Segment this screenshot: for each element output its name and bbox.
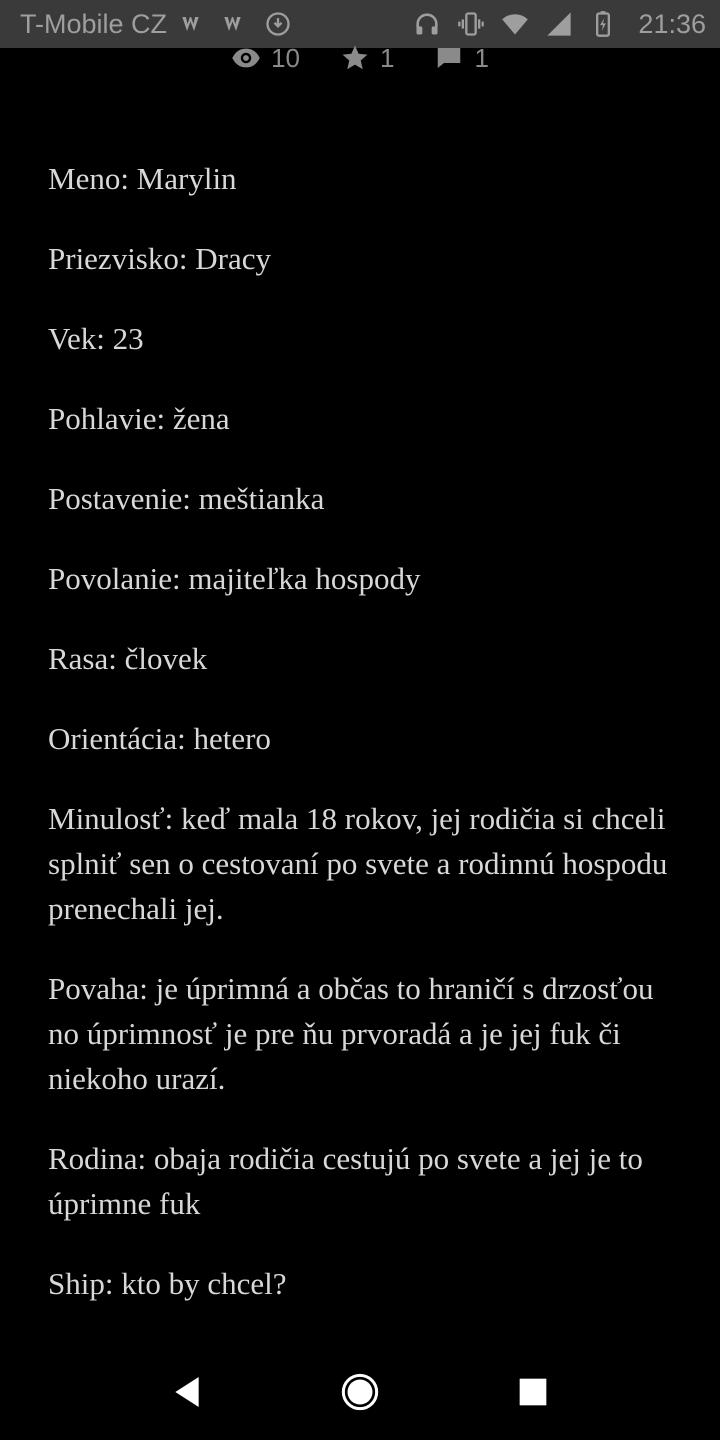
paragraph-race: Rasa: človek (48, 641, 208, 676)
paragraph-occupation: Povolanie: majiteľka hospody (48, 561, 421, 596)
paragraph-personality: Povaha: je úprimná a občas to hraničí s drzosťou no úprimnosť je pre ňu prvoradá a je jej fuk či niekoho urazí. (48, 971, 654, 1096)
sync-icon (263, 9, 293, 39)
stars-stat (340, 43, 394, 74)
eye-icon (231, 43, 261, 73)
battery-icon (588, 9, 618, 39)
comments-stat (434, 43, 488, 74)
paragraph-name: Meno: Marylin (48, 161, 237, 196)
home-button[interactable] (330, 1362, 390, 1422)
paragraph-status: Postavenie: meštianka (48, 481, 325, 516)
recents-square-icon (513, 1372, 553, 1412)
clock: 21:36 (638, 8, 706, 39)
paragraph-ship: Ship: kto by chcel? (48, 1266, 287, 1301)
w-app-icon (179, 9, 209, 39)
vibrate-icon (456, 9, 486, 39)
story-content (48, 156, 668, 1341)
paragraph-past: Minulosť: keď mala 18 rokov, jej rodičia si chceli splniť sen o cestovaní po svete a rodinnú hospodu prenechali jej. (48, 801, 668, 926)
paragraph-age: Vek: 23 (48, 321, 144, 356)
comments-count: 1 (474, 42, 489, 73)
signal-icon (544, 9, 574, 39)
paragraph-orientation: Orientácia: hetero (48, 721, 271, 756)
navigation-bar (0, 1344, 720, 1440)
stars-count: 1 (379, 42, 395, 73)
paragraph-surname: Priezvisko: Dracy (48, 241, 271, 276)
wifi-icon (500, 9, 530, 39)
headphones-icon (412, 9, 442, 39)
recents-button[interactable] (503, 1362, 563, 1422)
story-stats (0, 40, 720, 76)
home-circle-icon (340, 1372, 380, 1412)
w-app-icon-2 (221, 9, 251, 39)
comment-icon (434, 43, 464, 73)
star-icon (340, 43, 370, 73)
back-triangle-icon (167, 1372, 207, 1412)
paragraph-gender: Pohlavie: žena (48, 401, 230, 436)
views-count: 10 (271, 42, 300, 73)
back-button[interactable] (157, 1362, 217, 1422)
carrier-label: T-Mobile CZ (20, 8, 168, 39)
paragraph-family: Rodina: obaja rodičia cestujú po svete a jej je to úprimne fuk (48, 1141, 643, 1221)
views-stat (231, 43, 300, 74)
